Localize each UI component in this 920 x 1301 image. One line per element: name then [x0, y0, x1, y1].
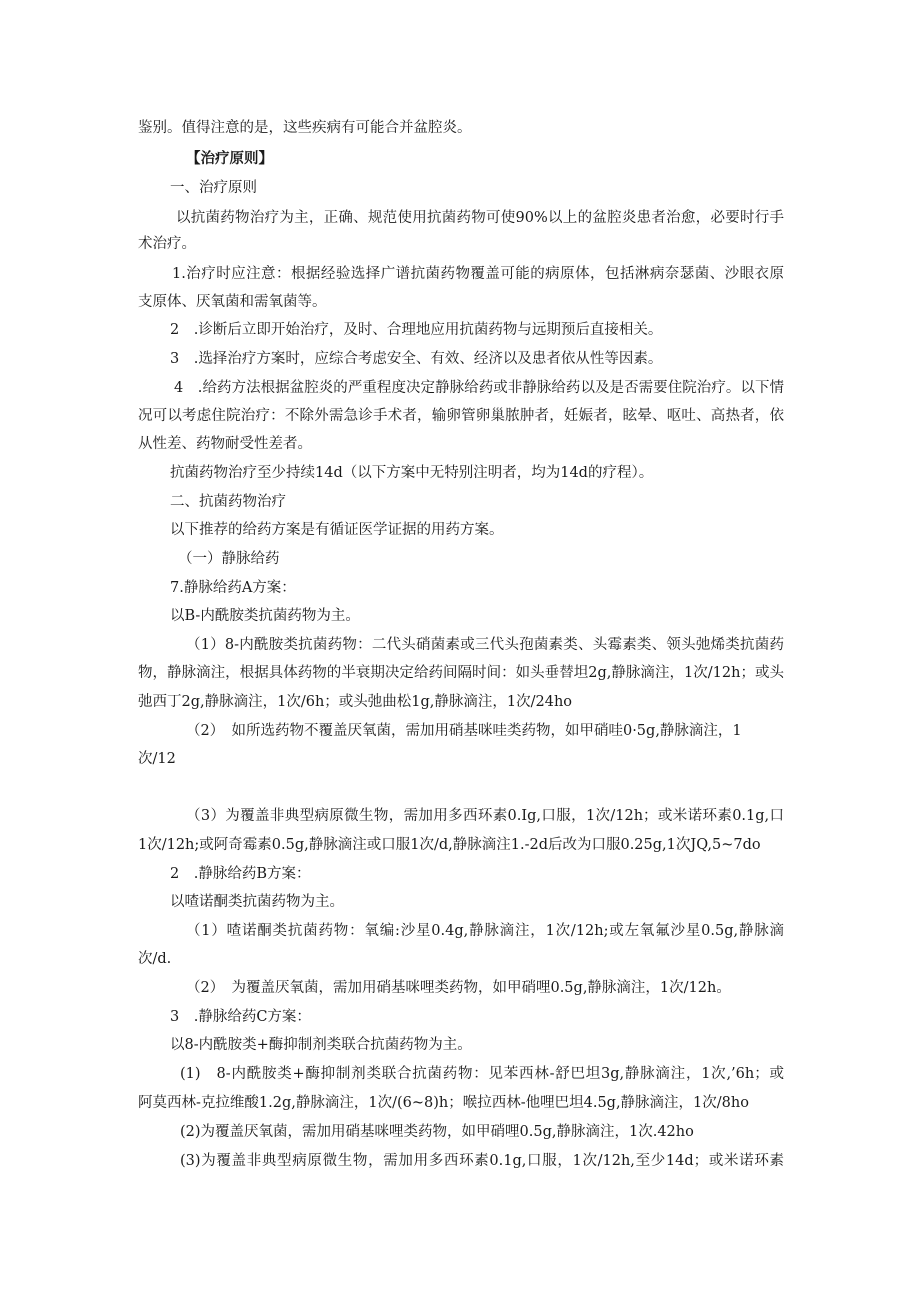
scheme-heading: 7.静脉给药A方案：	[170, 580, 296, 596]
list-item-line: (1) 8-内酰胺类+酶抑制剂类联合抗菌药物：见苯西林-舒巴坦3g,静脉滴注，1次,’6h；或	[180, 1066, 784, 1082]
list-item-line: 况可以考虑住院治疗：不除外需急诊手术者，输卵管卵巢脓肿者，妊娠者，眩晕、呕吐、高热者，依	[138, 408, 784, 424]
paragraph-line: 抗菌药物治疗至少持续14d（以下方案中无特别注明者，均为14d的疗程）。	[170, 465, 654, 481]
scheme-heading: 3 .静脉给药C方案：	[170, 1009, 311, 1025]
subsection-heading: 一、治疗原则	[170, 180, 257, 196]
paragraph-line: 以8-内酰胺类+酶抑制剂类联合抗菌药物为主。	[170, 1037, 472, 1053]
list-item-line: （2） 如所选药物不覆盖厌氧菌，需加用硝基咪哇类药物，如甲硝哇0·5g,静脉滴注，1	[186, 723, 742, 739]
subsection-heading: 二、抗菌药物治疗	[170, 494, 286, 510]
list-item-line: 物，静脉滴注，根据具体药物的半衰期决定给药间隔时间：如头垂替坦2g,静脉滴注，1次/12h；或头	[138, 665, 784, 681]
paragraph-line: 以下推荐的给药方案是有循证医学证据的用药方案。	[170, 522, 504, 538]
list-item-line: (3)为覆盖非典型病原微生物，需加用多西环素0.1g,口服，1次/12h,至少14d；或米诺环素	[180, 1153, 784, 1169]
list-item-line: 次/12	[138, 751, 176, 767]
list-item-line: （1）喳诺酮类抗菌药物：氧编:沙星0.4g,静脉滴注，1次/12h;或左氧氟沙星0.5g,静脉滴	[186, 923, 784, 939]
list-item-line: 弛西丁2g,静脉滴注，1次/6h；或头弛曲松1g,静脉滴注，1次/24ho	[138, 694, 573, 710]
list-item-line: 4 .给药方法根据盆腔炎的严重程度决定静脉给药或非静脉给药以及是否需要住院治疗。以下情	[174, 380, 784, 396]
list-item-line: 次/d.	[138, 951, 172, 967]
list-item-line: （3）为覆盖非典型病原微生物，需加用多西环素0.Ig,口服，1次/12h；或米诺环素0.1g,口	[186, 808, 784, 824]
paragraph-line: 以喳诺酮类抗菌药物为主。	[170, 894, 344, 910]
list-item-line: (2)为覆盖厌氧菌，需加用硝基咪哩类药物，如甲硝哩0.5g,静脉滴注，1次.42ho	[180, 1124, 694, 1140]
list-item-line: （1）8-内酰胺类抗菌药物：二代头硝菌素或三代头孢菌素类、头霉素类、领头弛烯类抗菌药	[186, 637, 784, 653]
paragraph-line: 以抗菌药物治疗为主，正确、规范使用抗菌药物可使90%以上的盆腔炎患者治愈，必要时行手	[176, 210, 784, 226]
list-item-line: 1次/12h;或阿奇霉素0.5g,静脉滴注或口服1次/d,静脉滴注1.-2d后改为口服0.25g,1次JQ,5~7do	[138, 837, 761, 853]
paragraph-line: 以B-内酰胺类抗菌药物为主。	[170, 608, 360, 624]
section-heading: 【治疗原则】	[186, 151, 273, 167]
list-item-line: 1.治疗时应注意：根据经验选择广谱抗菌药物覆盖可能的病原体，包括淋病奈瑟菌、沙眼衣原	[172, 266, 784, 282]
paragraph-line: 鉴别。值得注意的是，这些疾病有可能合并盆腔炎。	[138, 120, 472, 136]
list-item-line: 3 .选择治疗方案时，应综合考虑安全、有效、经济以及患者依从性等因素。	[170, 351, 663, 367]
list-item-line: （2） 为覆盖厌氧菌，需加用硝基咪哩类药物，如甲硝哩0.5g,静脉滴注，1次/12h。	[186, 980, 731, 996]
subsection-heading: （一）静脉给药	[178, 551, 280, 567]
scheme-heading: 2 .静脉给药B方案：	[170, 866, 311, 882]
list-item-line: 2 .诊断后立即开始治疗，及时、合理地应用抗菌药物与远期预后直接相关。	[170, 322, 663, 338]
list-item-line: 支原体、厌氧菌和需氧菌等。	[138, 294, 327, 310]
list-item-line: 从性差、药物耐受性差者。	[138, 436, 312, 452]
list-item-line: 阿莫西林-克拉维酸1.2g,静脉滴注，1次/(6~8)h；喉拉西林-他哩巴坦4.5g,静脉滴注，1次/8ho	[138, 1095, 749, 1111]
paragraph-line: 术治疗。	[138, 236, 196, 252]
